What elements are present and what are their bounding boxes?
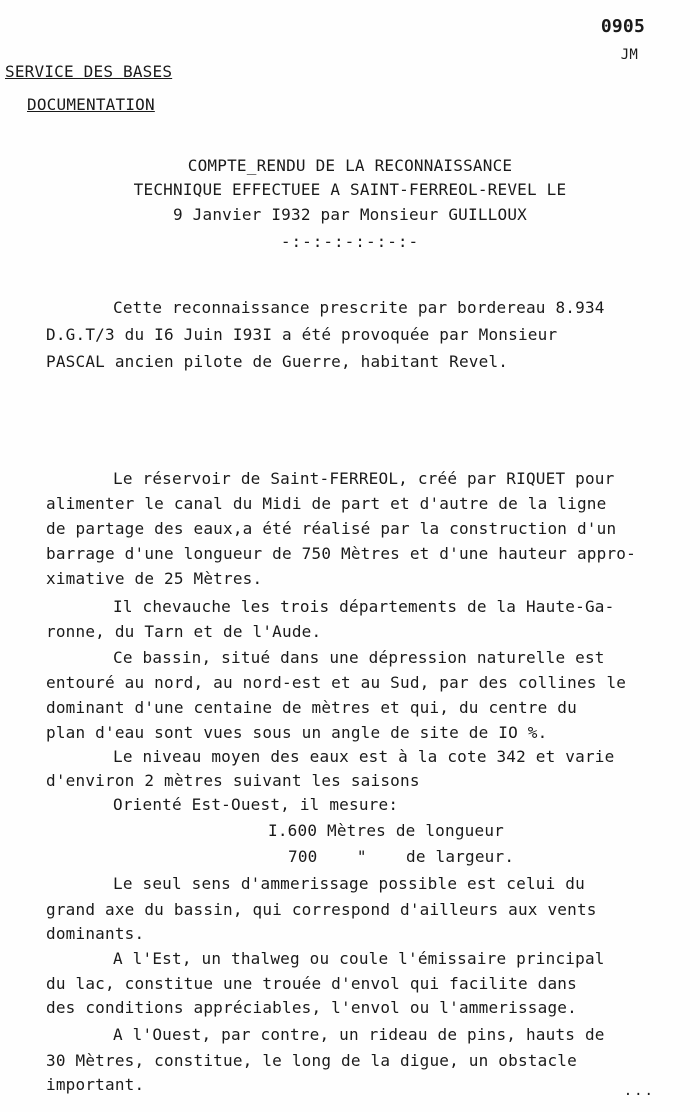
p2-line-2: ronne, du Tarn et de l'Aude. <box>46 622 322 641</box>
p1-line-4: barrage d'une longueur de 750 Mètres et d'une hauteur appro- <box>46 544 636 563</box>
service-heading: SERVICE DES BASES <box>5 62 173 81</box>
intro-line-3: PASCAL ancien pilote de Guerre, habitant Revel. <box>46 352 509 371</box>
p5-line-1: Le seul sens d'ammerissage possible est celui du <box>113 874 585 893</box>
title-line-1: COMPTE_RENDU DE LA RECONNAISSANCE <box>187 156 513 175</box>
intro-line-2: D.G.T/3 du I6 Juin I93I a été provoquée par Monsieur <box>46 325 558 344</box>
p1-line-2: alimenter le canal du Midi de part et d'autre de la ligne <box>46 494 607 513</box>
p7-line-3: important. <box>46 1075 145 1094</box>
p7-line-1: A l'Ouest, par contre, un rideau de pins, hauts de <box>113 1025 605 1044</box>
title-separator: -:-:-:-:-:-:- <box>280 232 420 251</box>
p2-line-1: Il chevauche les trois départements de la Haute-Ga- <box>113 597 615 616</box>
p6-line-2: du lac, constitue une trouée d'envol qui facilite dans <box>46 974 577 993</box>
p4-line-2: d'environ 2 mètres suivant les saisons <box>46 771 420 790</box>
p5-line-2: grand axe du bassin, qui correspond d'ailleurs aux vents <box>46 900 597 919</box>
p1-line-1: Le réservoir de Saint-FERREOL, créé par RIQUET pour <box>113 469 615 488</box>
reference-initials: JM <box>620 47 638 63</box>
p3-line-3: dominant d'une centaine de mètres et qui, du centre du <box>46 698 577 717</box>
department-heading: DOCUMENTATION <box>27 95 155 114</box>
p3-line-4: plan d'eau sont vues sous un angle de site de IO %. <box>46 723 548 742</box>
intro-line-1: Cette reconnaissance prescrite par bordereau 8.934 <box>113 298 605 317</box>
p5-line-3: dominants. <box>46 924 145 943</box>
p4-line-1: Le niveau moyen des eaux est à la cote 342 et varie <box>113 747 615 766</box>
p6-line-3: des conditions appréciables, l'envol ou l'ammerissage. <box>46 998 577 1017</box>
reference-number: 0905 <box>600 16 645 37</box>
p1-line-5: ximative de 25 Mètres. <box>46 569 263 588</box>
p3-line-1: Ce bassin, situé dans une dépression naturelle est <box>113 648 605 667</box>
p4-line-3: Orienté Est-Ouest, il mesure: <box>113 795 399 814</box>
p7-line-2: 30 Mètres, constitue, le long de la digue, un obstacle <box>46 1051 577 1070</box>
continuation-marker: ... <box>623 1083 655 1099</box>
measure-width: 700 " de largeur. <box>288 847 515 866</box>
p6-line-1: A l'Est, un thalweg ou coule l'émissaire principal <box>113 949 605 968</box>
p3-line-2: entouré au nord, au nord-est et au Sud, par des collines le <box>46 673 627 692</box>
measure-length: I.600 Mètres de longueur <box>268 821 504 840</box>
p1-line-3: de partage des eaux,a été réalisé par la construction d'un <box>46 519 617 538</box>
title-line-3: 9 Janvier I932 par Monsieur GUILLOUX <box>173 205 527 224</box>
title-line-2: TECHNIQUE EFFECTUEE A SAINT-FERREOL-REVEL LE <box>133 180 567 199</box>
